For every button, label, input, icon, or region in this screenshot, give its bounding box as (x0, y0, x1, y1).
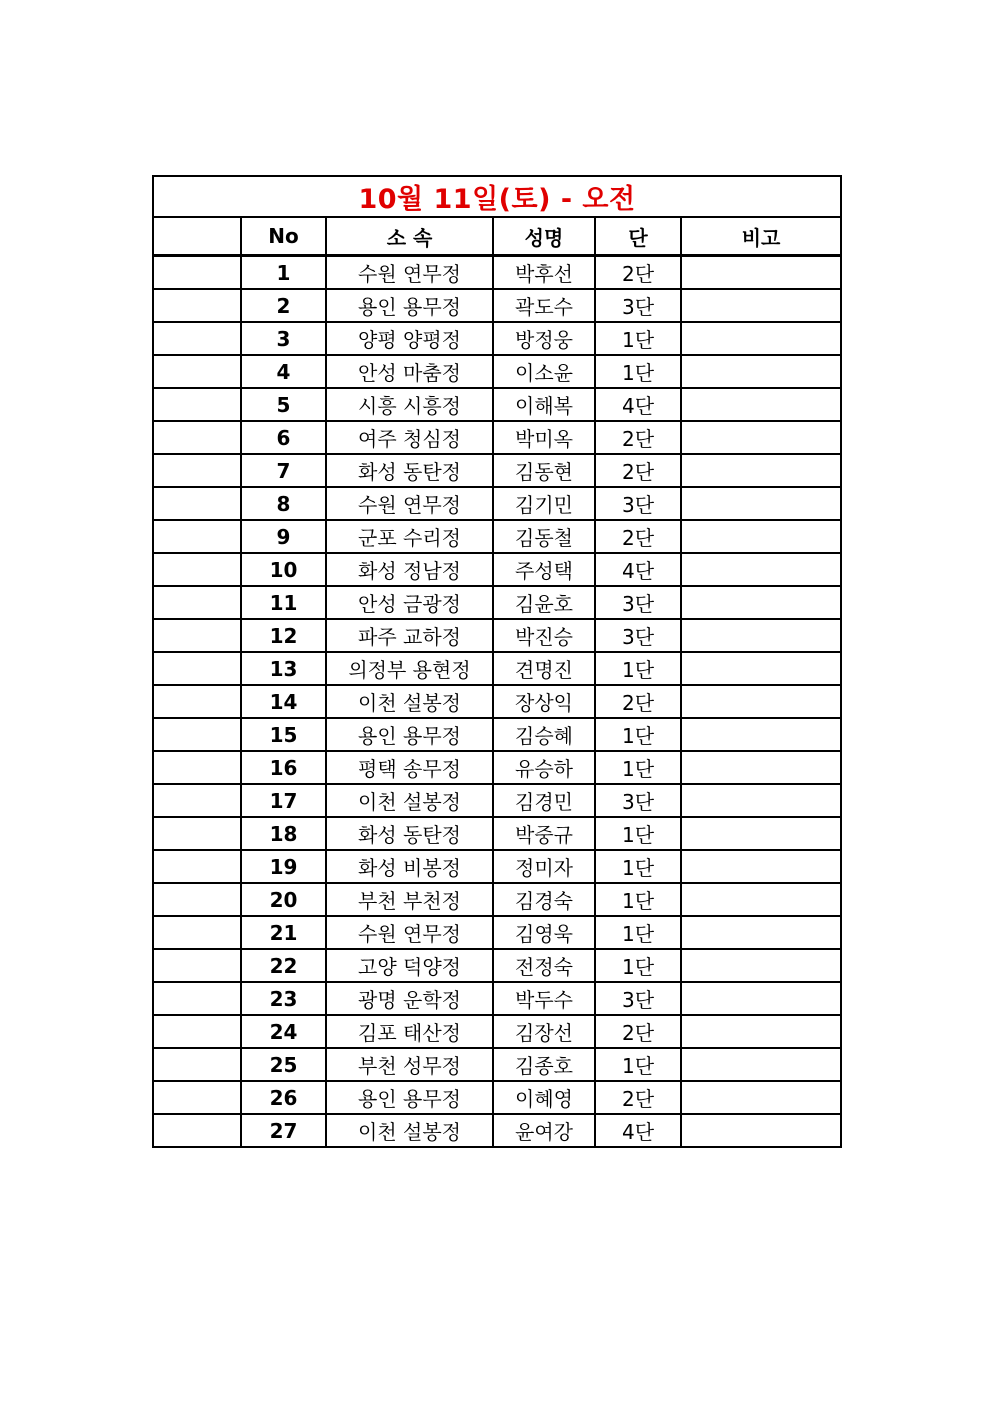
row-rank: 1단 (595, 850, 681, 883)
row-rank: 3단 (595, 784, 681, 817)
row-name: 김종호 (493, 1048, 595, 1081)
table-row (153, 1081, 841, 1114)
row-note (681, 289, 841, 322)
row-rank: 1단 (595, 883, 681, 916)
header-affiliation: 소 속 (326, 217, 493, 256)
row-affiliation: 화성 비봉정 (326, 850, 493, 883)
row-affiliation: 파주 교하정 (326, 619, 493, 652)
row-rank: 2단 (595, 685, 681, 718)
row-number: 5 (241, 388, 326, 421)
row-rank: 1단 (595, 949, 681, 982)
row-note (681, 982, 841, 1015)
table-row (153, 1048, 841, 1081)
table-row (153, 718, 841, 751)
row-blank-cell (153, 850, 241, 883)
table-row (153, 982, 841, 1015)
table-row (153, 586, 841, 619)
table-row (153, 322, 841, 355)
row-affiliation: 이천 설봉정 (326, 1114, 493, 1147)
table-row (153, 487, 841, 520)
row-name: 김동현 (493, 454, 595, 487)
table-row (153, 916, 841, 949)
row-name: 이소윤 (493, 355, 595, 388)
table-row (153, 454, 841, 487)
row-blank-cell (153, 421, 241, 454)
row-name: 주성택 (493, 553, 595, 586)
row-rank: 1단 (595, 1048, 681, 1081)
row-number: 13 (241, 652, 326, 685)
row-name: 견명진 (493, 652, 595, 685)
row-name: 김승혜 (493, 718, 595, 751)
row-rank: 1단 (595, 718, 681, 751)
row-number: 19 (241, 850, 326, 883)
row-note (681, 1114, 841, 1147)
row-rank: 1단 (595, 751, 681, 784)
row-note (681, 850, 841, 883)
row-number: 22 (241, 949, 326, 982)
row-note (681, 454, 841, 487)
row-name: 윤여강 (493, 1114, 595, 1147)
row-name: 곽도수 (493, 289, 595, 322)
table-row (153, 619, 841, 652)
row-note (681, 256, 841, 290)
row-blank-cell (153, 388, 241, 421)
row-affiliation: 의정부 용현정 (326, 652, 493, 685)
row-name: 박진승 (493, 619, 595, 652)
row-blank-cell (153, 784, 241, 817)
row-affiliation: 부천 부천정 (326, 883, 493, 916)
row-name: 김장선 (493, 1015, 595, 1048)
row-affiliation: 양평 양평정 (326, 322, 493, 355)
row-rank: 3단 (595, 289, 681, 322)
row-note (681, 685, 841, 718)
row-rank: 2단 (595, 256, 681, 290)
row-affiliation: 수원 연무정 (326, 487, 493, 520)
row-number: 23 (241, 982, 326, 1015)
row-affiliation: 수원 연무정 (326, 916, 493, 949)
row-number: 2 (241, 289, 326, 322)
row-blank-cell (153, 586, 241, 619)
row-note (681, 817, 841, 850)
row-number: 16 (241, 751, 326, 784)
table-row (153, 949, 841, 982)
table-row (153, 1114, 841, 1147)
row-blank-cell (153, 487, 241, 520)
roster-sheet (152, 175, 840, 1148)
row-note (681, 949, 841, 982)
row-blank-cell (153, 322, 241, 355)
table-row (153, 388, 841, 421)
row-name: 김동철 (493, 520, 595, 553)
row-name: 전정숙 (493, 949, 595, 982)
row-affiliation: 용인 용무정 (326, 289, 493, 322)
row-rank: 3단 (595, 619, 681, 652)
row-blank-cell (153, 454, 241, 487)
row-affiliation: 시흥 시흥정 (326, 388, 493, 421)
row-affiliation: 이천 설봉정 (326, 784, 493, 817)
row-blank-cell (153, 1114, 241, 1147)
row-number: 14 (241, 685, 326, 718)
row-number: 15 (241, 718, 326, 751)
row-blank-cell (153, 982, 241, 1015)
row-affiliation: 여주 청심정 (326, 421, 493, 454)
row-affiliation: 화성 동탄정 (326, 817, 493, 850)
row-number: 4 (241, 355, 326, 388)
row-blank-cell (153, 1081, 241, 1114)
row-number: 9 (241, 520, 326, 553)
header-no: No (241, 217, 326, 256)
row-blank-cell (153, 1015, 241, 1048)
row-number: 18 (241, 817, 326, 850)
row-affiliation: 부천 성무정 (326, 1048, 493, 1081)
row-number: 11 (241, 586, 326, 619)
row-name: 박미옥 (493, 421, 595, 454)
row-blank-cell (153, 1048, 241, 1081)
table-row (153, 652, 841, 685)
row-note (681, 553, 841, 586)
row-name: 김기민 (493, 487, 595, 520)
row-affiliation: 안성 금광정 (326, 586, 493, 619)
row-name: 방정웅 (493, 322, 595, 355)
row-rank: 2단 (595, 1015, 681, 1048)
row-name: 이해복 (493, 388, 595, 421)
row-affiliation: 화성 정남정 (326, 553, 493, 586)
row-name: 김영욱 (493, 916, 595, 949)
table-row (153, 685, 841, 718)
header-blank (153, 217, 241, 256)
table-row (153, 751, 841, 784)
row-rank: 1단 (595, 355, 681, 388)
row-blank-cell (153, 817, 241, 850)
row-affiliation: 김포 태산정 (326, 1015, 493, 1048)
row-note (681, 355, 841, 388)
row-blank-cell (153, 685, 241, 718)
row-affiliation: 군포 수리정 (326, 520, 493, 553)
row-affiliation: 수원 연무정 (326, 256, 493, 290)
header-row (153, 217, 841, 256)
roster-table (152, 175, 842, 1148)
row-blank-cell (153, 949, 241, 982)
row-blank-cell (153, 289, 241, 322)
row-rank: 3단 (595, 586, 681, 619)
row-name: 유승하 (493, 751, 595, 784)
row-note (681, 487, 841, 520)
table-row (153, 1015, 841, 1048)
row-affiliation: 화성 동탄정 (326, 454, 493, 487)
row-rank: 3단 (595, 487, 681, 520)
table-row (153, 355, 841, 388)
header-note: 비고 (681, 217, 841, 256)
row-name: 박두수 (493, 982, 595, 1015)
row-blank-cell (153, 355, 241, 388)
row-note (681, 883, 841, 916)
roster-body (153, 256, 841, 1148)
title-row (153, 176, 841, 217)
page-title: 10월 11일(토) - 오전 (153, 176, 841, 217)
row-note (681, 751, 841, 784)
row-note (681, 1048, 841, 1081)
row-number: 8 (241, 487, 326, 520)
row-rank: 1단 (595, 916, 681, 949)
header-name: 성명 (493, 217, 595, 256)
row-name: 김윤호 (493, 586, 595, 619)
row-blank-cell (153, 883, 241, 916)
table-row (153, 883, 841, 916)
row-affiliation: 용인 용무정 (326, 718, 493, 751)
table-row (153, 553, 841, 586)
row-name: 김경숙 (493, 883, 595, 916)
row-affiliation: 이천 설봉정 (326, 685, 493, 718)
row-number: 27 (241, 1114, 326, 1147)
row-number: 25 (241, 1048, 326, 1081)
row-name: 박후선 (493, 256, 595, 290)
row-name: 이혜영 (493, 1081, 595, 1114)
row-rank: 1단 (595, 817, 681, 850)
table-row (153, 817, 841, 850)
row-number: 12 (241, 619, 326, 652)
row-blank-cell (153, 256, 241, 290)
header-rank: 단 (595, 217, 681, 256)
row-rank: 1단 (595, 652, 681, 685)
row-number: 10 (241, 553, 326, 586)
row-blank-cell (153, 751, 241, 784)
table-row (153, 289, 841, 322)
row-rank: 2단 (595, 454, 681, 487)
row-number: 3 (241, 322, 326, 355)
row-blank-cell (153, 619, 241, 652)
row-affiliation: 고양 덕양정 (326, 949, 493, 982)
row-name: 장상익 (493, 685, 595, 718)
row-number: 17 (241, 784, 326, 817)
row-affiliation: 평택 송무정 (326, 751, 493, 784)
row-rank: 2단 (595, 520, 681, 553)
row-note (681, 520, 841, 553)
row-note (681, 586, 841, 619)
row-affiliation: 용인 용무정 (326, 1081, 493, 1114)
row-rank: 1단 (595, 322, 681, 355)
row-blank-cell (153, 652, 241, 685)
row-number: 7 (241, 454, 326, 487)
row-blank-cell (153, 718, 241, 751)
row-name: 정미자 (493, 850, 595, 883)
row-number: 20 (241, 883, 326, 916)
table-row (153, 256, 841, 290)
row-rank: 4단 (595, 1114, 681, 1147)
row-note (681, 388, 841, 421)
table-row (153, 520, 841, 553)
table-row (153, 421, 841, 454)
row-note (681, 619, 841, 652)
row-note (681, 1081, 841, 1114)
row-rank: 2단 (595, 421, 681, 454)
row-number: 6 (241, 421, 326, 454)
row-name: 박중규 (493, 817, 595, 850)
table-row (153, 850, 841, 883)
row-blank-cell (153, 916, 241, 949)
row-rank: 2단 (595, 1081, 681, 1114)
row-blank-cell (153, 553, 241, 586)
row-note (681, 322, 841, 355)
row-number: 1 (241, 256, 326, 290)
row-note (681, 916, 841, 949)
row-name: 김경민 (493, 784, 595, 817)
row-number: 21 (241, 916, 326, 949)
row-affiliation: 안성 마춤정 (326, 355, 493, 388)
row-blank-cell (153, 520, 241, 553)
row-note (681, 1015, 841, 1048)
row-rank: 4단 (595, 388, 681, 421)
row-note (681, 652, 841, 685)
row-note (681, 421, 841, 454)
row-note (681, 784, 841, 817)
row-affiliation: 광명 운학정 (326, 982, 493, 1015)
table-row (153, 784, 841, 817)
row-number: 26 (241, 1081, 326, 1114)
row-number: 24 (241, 1015, 326, 1048)
row-rank: 4단 (595, 553, 681, 586)
row-note (681, 718, 841, 751)
row-rank: 3단 (595, 982, 681, 1015)
